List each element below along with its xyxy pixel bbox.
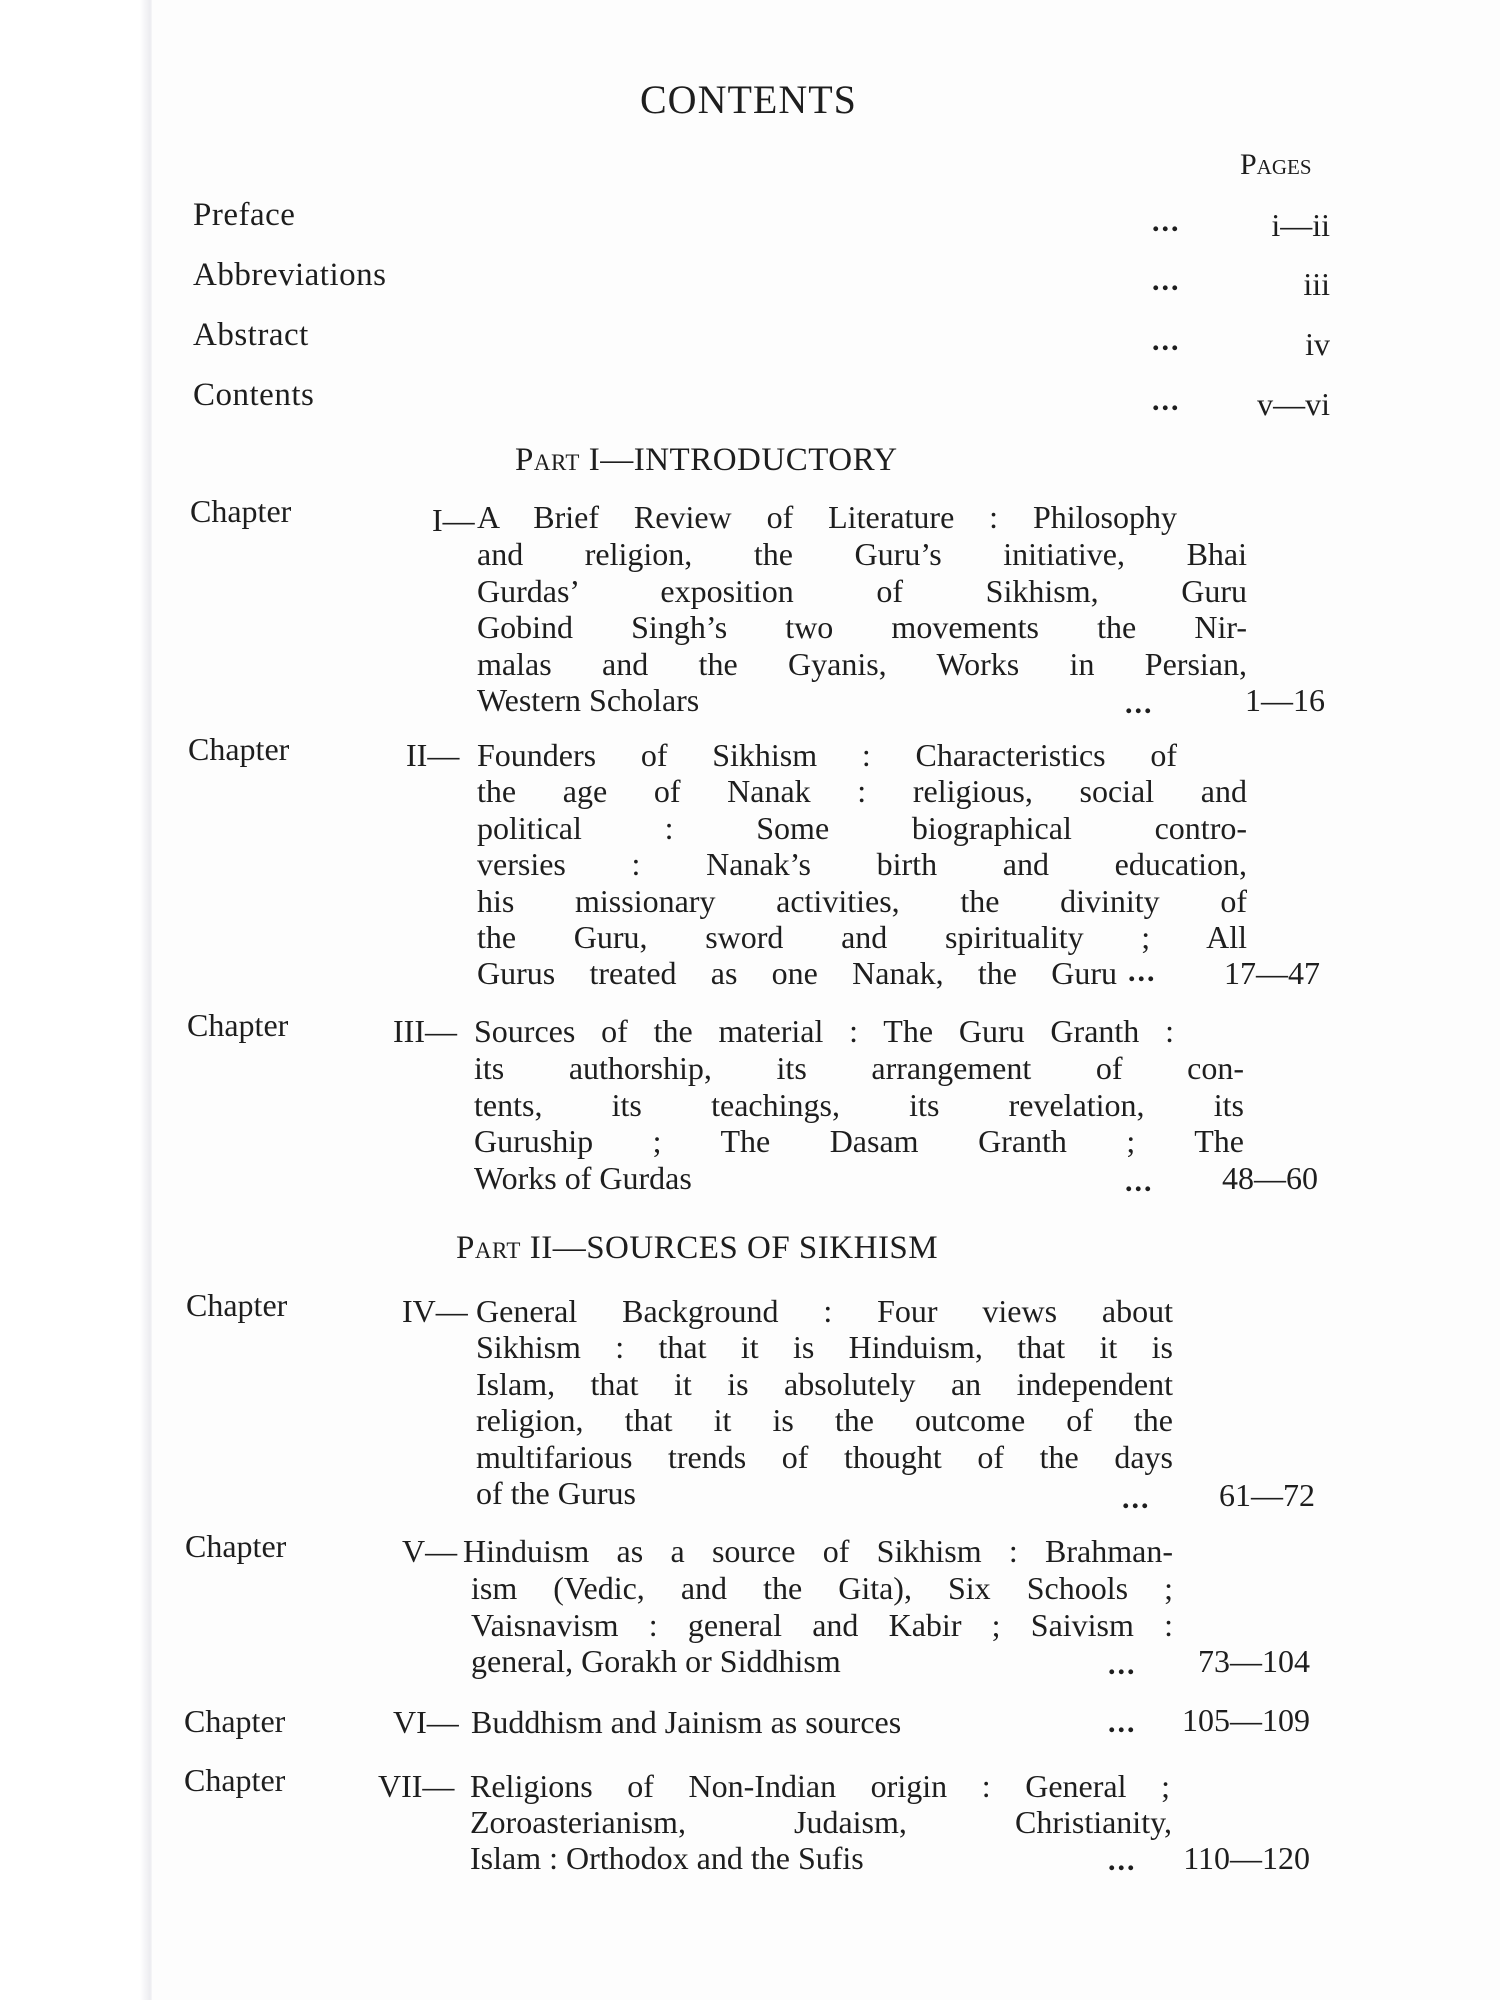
- chapter-label: Chapter: [190, 493, 292, 529]
- leader-dots: ...: [1125, 1165, 1154, 1198]
- chapter-description: [470, 1768, 1170, 1805]
- leader-dots: ...: [1108, 1844, 1137, 1877]
- pages-column-header: Pages: [1240, 148, 1312, 181]
- description-line: versies : Nanak’s birth and education,: [477, 846, 1247, 882]
- leader-dots: ...: [1152, 205, 1181, 238]
- chapter-description: [470, 1840, 1070, 1877]
- description-line: Guruship ; The Dasam Granth ; The: [474, 1123, 1244, 1159]
- leader-dots: ...: [1152, 384, 1181, 417]
- page-range: iii: [1303, 266, 1330, 302]
- chapter-description: [470, 1804, 1172, 1841]
- description-line: its authorship, its arrangement of con-: [474, 1050, 1244, 1086]
- page-range: 110—120: [1183, 1840, 1310, 1876]
- page-range: 17—47: [1224, 955, 1320, 991]
- part-heading: [456, 1230, 938, 1267]
- part-heading: [515, 442, 898, 479]
- chapter-description: [477, 955, 1117, 992]
- front-matter-label: Abbreviations: [193, 257, 387, 293]
- description-line: religion, that it is the outcome of the: [476, 1402, 1173, 1438]
- front-matter-label: Abstract: [193, 317, 309, 353]
- description-line: general, Gorakh or Siddhism: [471, 1643, 841, 1679]
- chapter-label: Chapter: [185, 1528, 287, 1564]
- page-range: 1—16: [1245, 682, 1325, 718]
- chapter-description: [474, 1013, 1174, 1050]
- leader-dots: ...: [1128, 955, 1157, 988]
- chapter-label: Chapter: [184, 1703, 286, 1739]
- description-line: Sources of the material : The Guru Granth :: [474, 1013, 1174, 1049]
- chapter-label: Chapter: [188, 731, 290, 767]
- description-line: ism (Vedic, and the Gita), Six Schools ;: [471, 1570, 1173, 1606]
- description-line: General Background : Four views about: [476, 1293, 1173, 1329]
- description-line: A Brief Review of Literature : Philosophy: [477, 499, 1177, 535]
- description-line: tents, its teachings, its revelation, its: [474, 1086, 1244, 1123]
- leader-dots: ...: [1122, 1482, 1151, 1515]
- page-range: 105—109: [1182, 1702, 1310, 1738]
- chapter-description: [477, 499, 1177, 536]
- description-line: his missionary activities, the divinity of: [477, 882, 1247, 919]
- description-line: Vaisnavism : general and Kabir ; Saivism :: [471, 1606, 1173, 1643]
- chapter-numeral: II—: [406, 737, 460, 773]
- description-line: political : Some biographical contro-: [477, 809, 1247, 846]
- chapter-numeral: I—: [432, 502, 475, 538]
- chapter-description: [463, 1533, 1173, 1570]
- chapter-label: Chapter: [187, 1007, 289, 1043]
- description-line: Hinduism as a source of Sikhism : Brahman-: [463, 1533, 1173, 1569]
- page-range: v—vi: [1257, 386, 1330, 422]
- description-line: Sikhism : that it is Hinduism, that it is: [476, 1329, 1173, 1365]
- leader-dots: ...: [1152, 264, 1181, 297]
- part-prefix: Part II: [456, 1230, 553, 1266]
- leader-dots: ...: [1108, 1706, 1137, 1739]
- leader-dots: ...: [1152, 324, 1181, 357]
- page-title: CONTENTS: [640, 77, 857, 122]
- chapter-label: Chapter: [184, 1762, 286, 1798]
- description-line: Gurus treated as one Nanak, the Guru: [477, 955, 1117, 991]
- description-line: the age of Nanak : religious, social and: [477, 773, 1247, 809]
- page-range: 48—60: [1222, 1160, 1318, 1196]
- description-line: and religion, the Guru’s initiative, Bhai: [477, 536, 1247, 572]
- description-line: Islam : Orthodox and the Sufis: [470, 1840, 864, 1876]
- front-matter-label: Preface: [193, 197, 296, 233]
- chapter-numeral: III—: [393, 1013, 457, 1049]
- chapter-numeral: IV—: [402, 1293, 468, 1329]
- part-title: —SOURCES OF SIKHISM: [552, 1230, 939, 1266]
- page-range: iv: [1305, 326, 1330, 362]
- description-line: Buddhism and Jainism as sources: [471, 1704, 902, 1740]
- description-line: Islam, that it is absolutely an independent: [476, 1365, 1173, 1402]
- part-prefix: Part I: [515, 442, 601, 478]
- chapter-description: [476, 1293, 1173, 1330]
- chapter-description: [476, 1329, 1173, 1512]
- chapter-description: [477, 737, 1177, 774]
- description-line: Western Scholars: [477, 682, 700, 718]
- page-range: i—ii: [1271, 207, 1330, 243]
- chapter-numeral: VI—: [393, 1704, 459, 1740]
- chapter-description: [477, 773, 1247, 956]
- description-line: Works of Gurdas: [474, 1159, 692, 1196]
- leader-dots: ...: [1125, 687, 1154, 720]
- part-title: —INTRODUCTORY: [600, 442, 898, 478]
- description-line: Gobind Singh’s two movements the Nir-: [477, 609, 1247, 645]
- description-line: Founders of Sikhism : Characteristics of: [477, 737, 1177, 773]
- description-line: Religions of Non-Indian origin : General ;: [470, 1768, 1170, 1804]
- leader-dots: ...: [1108, 1648, 1137, 1681]
- description-line: Gurdas’ exposition of Sikhism, Guru: [477, 572, 1247, 609]
- description-line: Zoroasterianism, Judaism, Christianity,: [470, 1804, 1172, 1840]
- page-range: 61—72: [1219, 1477, 1315, 1513]
- description-line: the Guru, sword and spirituality ; All: [477, 919, 1247, 955]
- page-shadow: [0, 0, 152, 2000]
- chapter-numeral: V—: [402, 1533, 458, 1569]
- description-line: of the Gurus: [476, 1475, 636, 1511]
- chapter-description: [471, 1570, 1173, 1680]
- chapter-numeral: VII—: [378, 1768, 455, 1804]
- chapter-label: Chapter: [186, 1287, 288, 1323]
- front-matter-label: Contents: [193, 377, 315, 413]
- description-line: multifarious trends of thought of the days: [476, 1438, 1173, 1475]
- page-range: 73—104: [1198, 1643, 1310, 1679]
- description-line: malas and the Gyanis, Works in Persian,: [477, 645, 1247, 682]
